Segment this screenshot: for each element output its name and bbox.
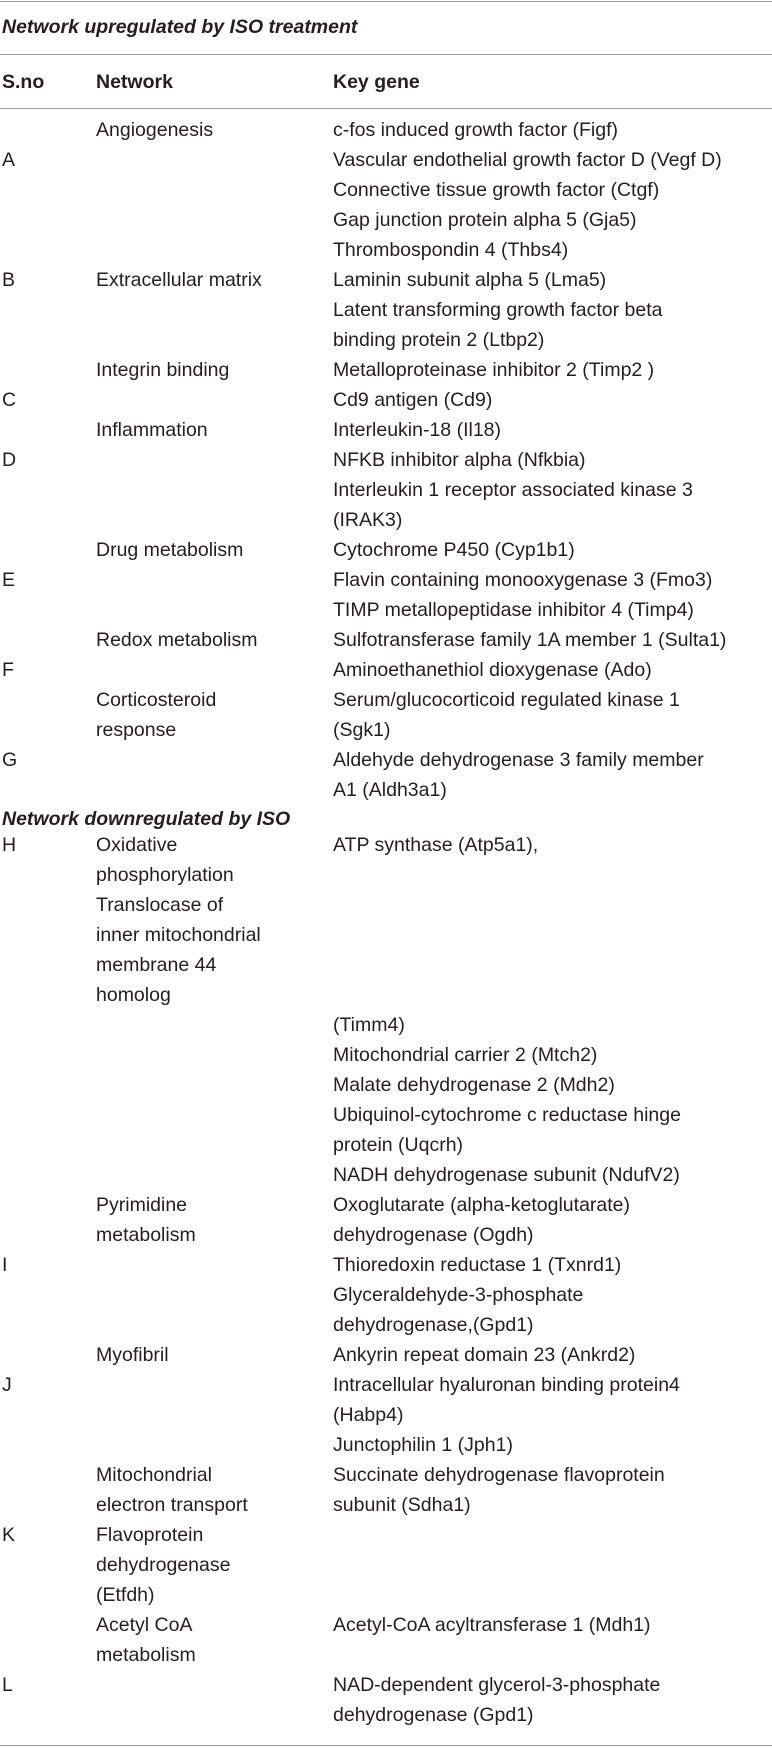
sno-cell: B	[2, 269, 16, 291]
key-gene-cell: Latent transforming growth factor beta	[333, 299, 663, 321]
key-gene-cell: dehydrogenase,(Gpd1)	[333, 1314, 534, 1336]
key-gene-cell: Malate dehydrogenase 2 (Mdh2)	[333, 1074, 615, 1096]
key-gene-cell: TIMP metallopeptidase inhibitor 4 (Timp4)	[333, 599, 694, 621]
key-gene-cell: Cd9 antigen (Cd9)	[333, 389, 493, 411]
sno-cell: A	[2, 149, 16, 171]
key-gene-cell: Thrombospondin 4 (Thbs4)	[333, 239, 569, 261]
key-gene-cell: Acetyl-CoA acyltransferase 1 (Mdh1)	[333, 1614, 651, 1636]
network-cell: Mitochondrial	[96, 1464, 212, 1486]
sno-cell: E	[2, 569, 16, 591]
network-cell: dehydrogenase	[96, 1554, 231, 1576]
key-gene-cell: A1 (Aldh3a1)	[333, 779, 447, 801]
top-rule	[0, 1, 772, 2]
network-cell: response	[96, 719, 177, 741]
sno-cell: F	[2, 659, 14, 681]
key-gene-cell: NADH dehydrogenase subunit (NdufV2)	[333, 1164, 680, 1186]
key-gene-cell: ATP synthase (Atp5a1),	[333, 834, 539, 856]
network-cell: Corticosteroid	[96, 689, 217, 711]
key-gene-cell: Connective tissue growth factor (Ctgf)	[333, 179, 660, 201]
network-cell: Inflammation	[96, 419, 208, 441]
network-cell: Integrin binding	[96, 359, 230, 381]
network-cell: Extracellular matrix	[96, 269, 262, 291]
sno-cell: K	[2, 1524, 16, 1546]
key-gene-cell: (Sgk1)	[333, 719, 391, 741]
network-cell: metabolism	[96, 1224, 196, 1246]
caption-downregulated: Network downregulated by ISO	[2, 808, 291, 830]
key-gene-cell: c-fos induced growth factor (Figf)	[333, 119, 619, 141]
network-cell: Pyrimidine	[96, 1194, 188, 1216]
key-gene-cell: Ankyrin repeat domain 23 (Ankrd2)	[333, 1344, 636, 1366]
header-network: Network	[96, 71, 173, 93]
key-gene-cell: Interleukin 1 receptor associated kinase 3	[333, 479, 693, 501]
bottom-rule	[0, 1745, 772, 1746]
header-key-gene: Key gene	[333, 71, 420, 93]
network-cell: (Etfdh)	[96, 1584, 155, 1606]
key-gene-cell: Aminoethanethiol dioxygenase (Ado)	[333, 659, 652, 681]
sno-cell: H	[2, 834, 17, 856]
key-gene-cell: Gap junction protein alpha 5 (Gja5)	[333, 209, 637, 231]
key-gene-cell: Junctophilin 1 (Jph1)	[333, 1434, 513, 1456]
key-gene-cell: Vascular endothelial growth factor D (Vegf D)	[333, 149, 722, 171]
key-gene-cell: dehydrogenase (Gpd1)	[333, 1704, 534, 1726]
key-gene-cell: Sulfotransferase family 1A member 1 (Sulta1)	[333, 629, 727, 651]
key-gene-cell: Oxoglutarate (alpha-ketoglutarate)	[333, 1194, 631, 1216]
network-cell: homolog	[96, 984, 171, 1006]
network-cell: Acetyl CoA	[96, 1614, 193, 1636]
key-gene-cell: Succinate dehydrogenase flavoprotein	[333, 1464, 665, 1486]
network-cell: Oxidative	[96, 834, 178, 856]
key-gene-cell: Flavin containing monooxygenase 3 (Fmo3)	[333, 569, 713, 591]
key-gene-cell: Aldehyde dehydrogenase 3 family member	[333, 749, 704, 771]
network-cell: membrane 44	[96, 954, 217, 976]
network-cell: Redox metabolism	[96, 629, 258, 651]
sno-cell: L	[2, 1674, 13, 1696]
key-gene-cell: (Habp4)	[333, 1404, 404, 1426]
key-gene-cell: Glyceraldehyde-3-phosphate	[333, 1284, 584, 1306]
network-cell: phosphorylation	[96, 864, 234, 886]
sno-cell: J	[2, 1374, 12, 1396]
key-gene-cell: Mitochondrial carrier 2 (Mtch2)	[333, 1044, 598, 1066]
key-gene-cell: NAD-dependent glycerol-3-phosphate	[333, 1674, 661, 1696]
network-cell: Flavoprotein	[96, 1524, 204, 1546]
caption-rule	[0, 54, 772, 55]
key-gene-cell: (Timm4)	[333, 1014, 405, 1036]
key-gene-cell: Serum/glucocorticoid regulated kinase 1	[333, 689, 680, 711]
sno-cell: C	[2, 389, 17, 411]
key-gene-cell: Ubiquinol-cytochrome c reductase hinge	[333, 1104, 681, 1126]
network-cell: inner mitochondrial	[96, 924, 261, 946]
sno-cell: G	[2, 749, 18, 771]
key-gene-cell: Intracellular hyaluronan binding protein4	[333, 1374, 680, 1396]
key-gene-cell: (IRAK3)	[333, 509, 403, 531]
key-gene-cell: Thioredoxin reductase 1 (Txnrd1)	[333, 1254, 622, 1276]
header-rule	[0, 108, 772, 109]
network-cell: Drug metabolism	[96, 539, 244, 561]
key-gene-cell: Laminin subunit alpha 5 (Lma5)	[333, 269, 607, 291]
key-gene-cell: Interleukin-18 (Il18)	[333, 419, 501, 441]
key-gene-cell: dehydrogenase (Ogdh)	[333, 1224, 534, 1246]
sno-cell: I	[2, 1254, 8, 1276]
caption-upregulated: Network upregulated by ISO treatment	[2, 16, 358, 38]
network-cell: electron transport	[96, 1494, 248, 1516]
key-gene-cell: protein (Uqcrh)	[333, 1134, 464, 1156]
network-cell: Angiogenesis	[96, 119, 214, 141]
key-gene-cell: Cytochrome P450 (Cyp1b1)	[333, 539, 575, 561]
sno-cell: D	[2, 449, 17, 471]
key-gene-cell: NFKB inhibitor alpha (Nfkbia)	[333, 449, 586, 471]
network-cell: Translocase of	[96, 894, 224, 916]
key-gene-cell: subunit (Sdha1)	[333, 1494, 471, 1516]
network-cell: Myofibril	[96, 1344, 169, 1366]
header-sno: S.no	[2, 71, 45, 93]
key-gene-cell: Metalloproteinase inhibitor 2 (Timp2 )	[333, 359, 655, 381]
network-cell: metabolism	[96, 1644, 196, 1666]
key-gene-cell: binding protein 2 (Ltbp2)	[333, 329, 545, 351]
